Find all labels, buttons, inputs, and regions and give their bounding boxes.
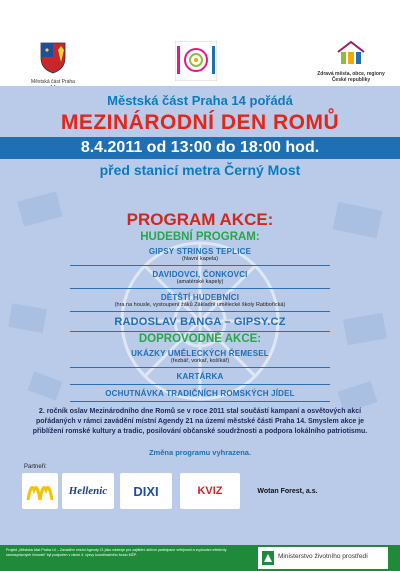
partners-label: Partneři:	[24, 464, 47, 470]
partner-name: KVIZ	[197, 485, 223, 497]
headliner: RADOSLAV BANGA – GIPSY.CZ	[114, 316, 286, 328]
ministry-emblem-icon	[262, 551, 274, 565]
partner-name: Hellenic	[68, 485, 108, 497]
date-band	[0, 137, 400, 159]
music-heading: HUDEBNÍ PROGRAM:	[140, 231, 260, 243]
side-note: (řezbář, vorkař, košíkář)	[170, 358, 230, 364]
program-note: (amatérské kapely)	[176, 279, 224, 285]
ministry-logo	[258, 547, 388, 569]
house-icon	[336, 40, 366, 66]
partner-logo	[120, 473, 172, 509]
zdrava-caption-2: České republiky	[331, 77, 371, 83]
partner-logo	[250, 473, 325, 509]
side-item: OCHUTNÁVKA TRADIČNÍCH ROMSKÝCH JÍDEL	[105, 389, 295, 398]
footer	[0, 545, 400, 571]
mcdonalds-logo	[22, 473, 58, 509]
divider	[70, 384, 330, 385]
change-notice: Změna programu vyhrazena.	[148, 448, 252, 457]
header	[0, 0, 400, 86]
divider	[70, 401, 330, 402]
program-note: (hlavní kapela)	[181, 256, 219, 262]
divider	[70, 265, 330, 266]
praha14-logo	[28, 40, 78, 91]
partner-logo	[62, 473, 114, 509]
poster	[0, 86, 400, 545]
divider	[70, 331, 330, 332]
zdrava-caption-1: Zdravá města, obce, regiony	[317, 71, 385, 77]
program-item: DĚTŠTÍ HUDEBNÍCI	[160, 293, 240, 302]
ministry-name: Ministerstvo životního prostředí	[278, 553, 368, 560]
zdrava-mesta-logo	[310, 40, 392, 83]
agenda21-icon	[175, 41, 217, 81]
divider	[70, 311, 330, 312]
side-item: UKÁZKY UMĚLECKÝCH ŘEMESEL	[131, 349, 269, 358]
description: 2. ročník oslav Mezinárodního dne Romů se v roce 2011 stal součástí kampaní a osvětových akcí pořádaných v rámci zavádění místní Agendy 21 na území městské části Praha 14. Smyslem akce je přiblížení romské kultury a tradic, posilování občanské soudržnosti a podpora lokálního patriotismu.	[32, 408, 368, 435]
arches-icon	[26, 480, 54, 502]
organizer-line: Městská část Praha 14 pořádá	[107, 93, 293, 108]
side-item: KARTÁRKA	[176, 372, 224, 381]
divider	[70, 367, 330, 368]
agenda21-logo	[175, 41, 217, 81]
program-box	[70, 210, 330, 402]
side-heading: DOPROVODNÉ AKCE:	[138, 333, 262, 345]
coat-of-arms-icon	[38, 40, 68, 74]
program-item: DAVIDOVCI, ČONKOVCI	[152, 270, 248, 279]
event-date: 8.4.2011 od 13:00 do 18:00 hod.	[80, 139, 320, 156]
program-item: GIPSY STRINGS TEPLICE	[148, 247, 252, 256]
partner-name: Wotan Forest, a.s.	[257, 487, 318, 495]
program-title: PROGRAM AKCE:	[126, 210, 274, 229]
event-place: před stanicí metra Černý Most	[99, 162, 301, 178]
program-note: (hra na housle, vystoupení žáků Základní umělecké školy Ratibořická)	[114, 302, 286, 308]
praha14-caption: Městská část Praha	[31, 79, 75, 85]
partner-logo	[180, 473, 240, 509]
footer-text: Projekt „Městská část Praha 14 – Zavádění místní Agendy 21 jako nástroje pro zajištění aktivní participace veřejnosti a zvyšování efektivity samosprávných činností“ byl podpořen v rámci 4. výzvy koordinačního fondu MŽP.	[6, 548, 227, 557]
divider	[70, 288, 330, 289]
event-title: MEZINÁRODNÍ DEN ROMŮ	[60, 111, 340, 134]
partner-name: DIXI	[133, 483, 159, 499]
